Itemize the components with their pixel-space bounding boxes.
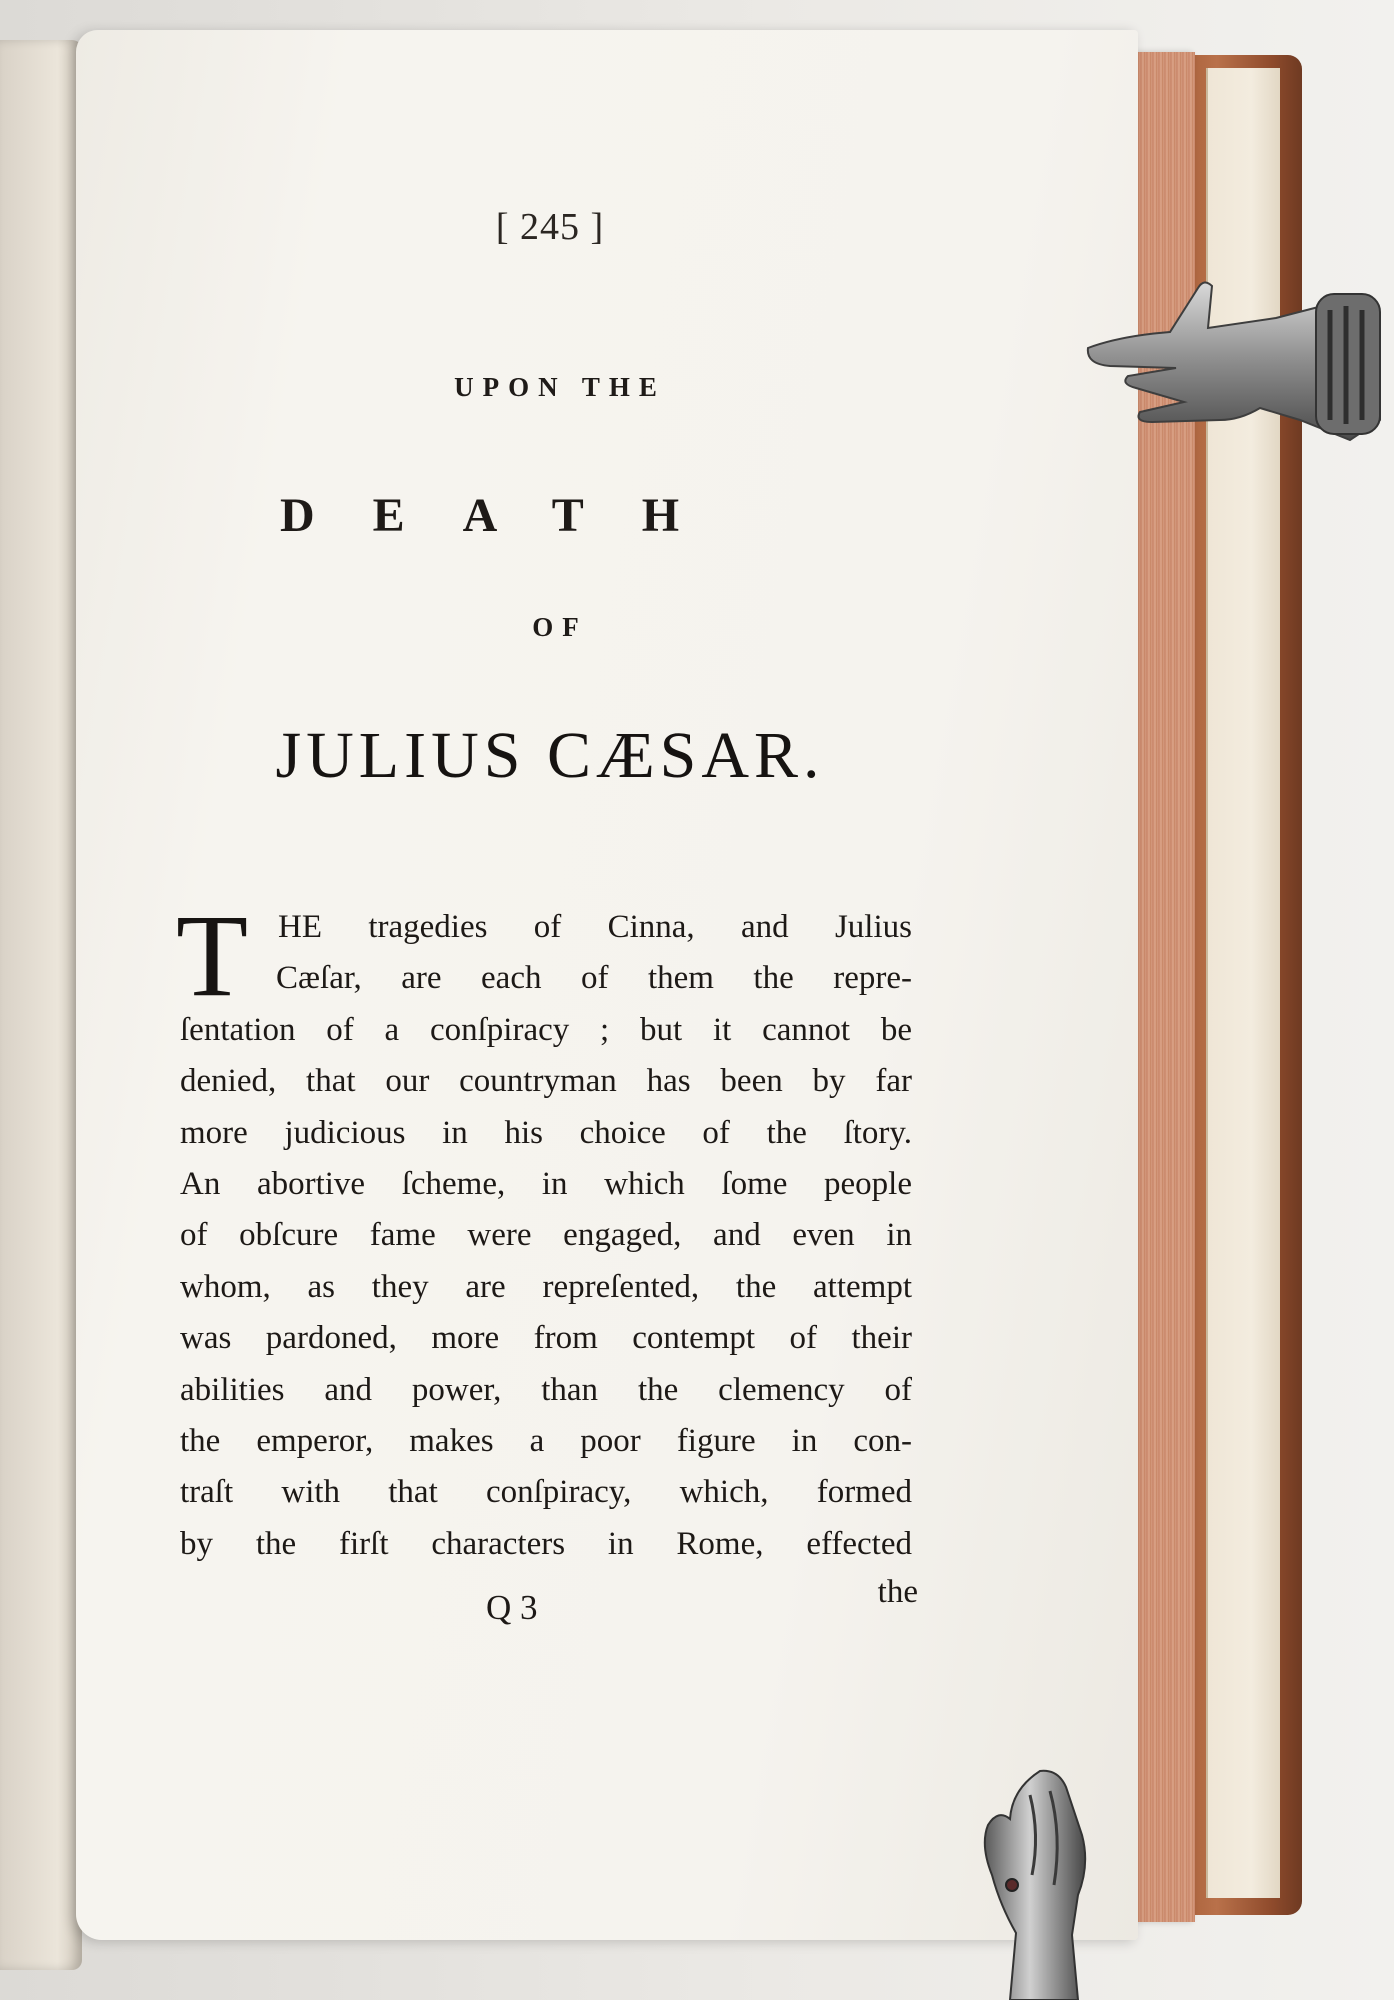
drop-cap: T (176, 890, 249, 1021)
signature-mark: Q 3 (486, 1588, 538, 1627)
heading-julius-caesar: JULIUS CÆSAR. (275, 719, 825, 792)
text-line: ſentation of a conſpiracy ; but it cannot be (180, 1011, 912, 1048)
text-line: by the firſt characters in Rome, effected (180, 1525, 912, 1562)
text-line: Cæſar, are each of them the repre- (276, 960, 912, 997)
text-line: abilities and power, than the clemency of (180, 1371, 912, 1408)
top-hand-clip-icon (1080, 270, 1394, 470)
text-line: more judicious in his choice of the ſtory. (180, 1114, 912, 1151)
left-page-edge (0, 40, 82, 1970)
text-line: An abortive ſcheme, in which ſome people (180, 1165, 912, 1202)
text-line: denied, that our countryman has been by far (180, 1063, 912, 1100)
heading-upon-the: UPON THE (454, 372, 666, 402)
heading-of: OF (532, 612, 588, 642)
text-line: the emperor, makes a poor figure in con- (180, 1422, 912, 1459)
heading-death: DEATH (280, 489, 738, 542)
page-number: [ 245 ] (495, 206, 605, 248)
text-line: was pardoned, more from contempt of their (180, 1320, 912, 1357)
catchword: the (877, 1574, 918, 1610)
text-line: whom, as they are repreſented, the attempt (180, 1268, 912, 1305)
body-text (180, 902, 912, 1570)
bottom-hand-clip-icon (970, 1765, 1120, 2000)
text-line: traſt with that conſpiracy, which, formed (180, 1474, 912, 1511)
text-line: HE tragedies of Cinna, and Julius (278, 909, 912, 945)
text-line: of obſcure fame were engaged, and even in (180, 1217, 912, 1254)
